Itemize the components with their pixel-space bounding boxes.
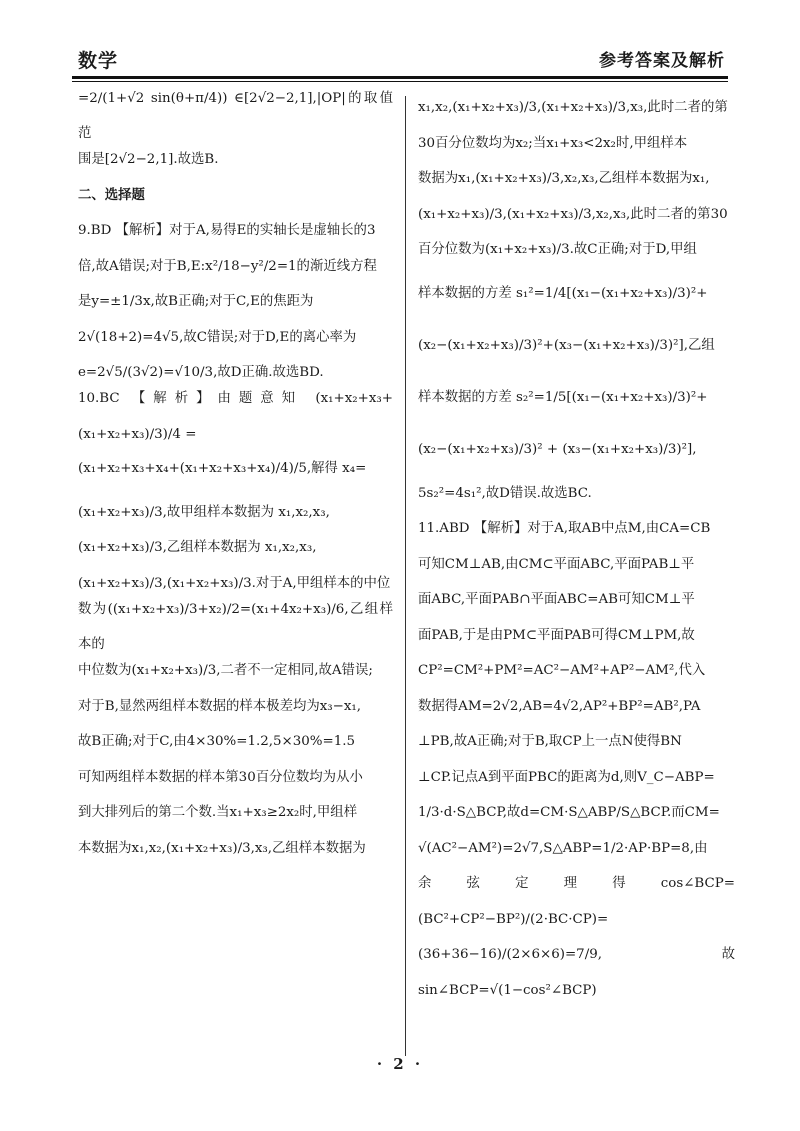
q10-line: (x₁+x₂+x₃)/3,(x₁+x₂+x₃)/3.对于A,甲组样本的中位	[78, 575, 391, 591]
q10-line: (x₁+x₂+x₃)/3,故甲组样本数据为 x₁,x₂,x₃,	[78, 504, 330, 520]
q10-line: 数据为x₁,(x₁+x₂+x₃)/3,x₂,x₃,乙组样本数据为x₁,	[418, 171, 710, 186]
section-title: 参考答案及解析	[599, 51, 725, 71]
q9-line: 倍,故A错误;对于B,E:x²/18−y²/2=1的渐近线方程	[78, 258, 377, 274]
q10-line: 故B正确;对于C,由4×30%=1.2,5×30%=1.5	[78, 734, 356, 749]
q11-line: ⊥PB,故A正确;对于B,取CP上一点N使得BN	[418, 734, 682, 749]
q11-line: 可知CM⊥AB,由CM⊂平面ABC,平面PAB⊥平	[418, 556, 695, 572]
q9-line: 9.BD 【解析】对于A,易得E的实轴长是虚轴长的3	[78, 223, 376, 238]
q10-line: 到大排列后的第二个数.当x₁+x₃≥2x₂时,甲组样	[78, 805, 358, 820]
q10-line: 本数据为x₁,x₂,(x₁+x₂+x₃)/3,x₃,乙组样本数据为	[78, 840, 366, 856]
q10-line: 数为((x₁+x₂+x₃)/3+x₂)/2=(x₁+4x₂+x₃)/6,乙组样本的	[78, 601, 393, 652]
q11-line: ⊥CP.记点A到平面PBC的距离为d,则V_C−ABP=	[418, 769, 715, 785]
header-rule-thick	[72, 76, 728, 79]
text-line: =2/(1+√2 sin(θ+π/4)) ∈[2√2−2,1],|OP|的取值范	[78, 90, 393, 141]
q10-line: 样本数据的方差 s₂²=1/5[(x₁−(x₁+x₂+x₃)/3)²+	[418, 389, 708, 405]
q11-line: 面PAB,于是由PM⊂平面PAB可得CM⊥PM,故	[418, 627, 695, 643]
q10-line: 中位数为(x₁+x₂+x₃)/3,二者不一定相同,故A错误;	[78, 663, 373, 678]
q11-line: CP²=CM²+PM²=AC²−AM²+AP²−AM²,代入	[418, 663, 706, 678]
q9-line: 是y=±1/3x,故B正确;对于C,E的焦距为	[78, 294, 314, 309]
q10-line: 10.BC 【解析】由题意知 (x₁+x₂+x₃+(x₁+x₂+x₃)/3)/4 =	[78, 391, 393, 442]
q10-line: 百分位数为(x₁+x₂+x₃)/3.故C正确;对于D,甲组	[418, 242, 697, 257]
q11-line: 11.ABD 【解析】对于A,取AB中点M,由CA=CB	[418, 521, 711, 536]
text-line: 围是[2√2−2,1].故选B.	[78, 152, 219, 167]
q11-line: (36+36−16)/(2×6×6)=7/9,故sin∠BCP=√(1−cos²∠BCP)	[418, 947, 735, 998]
right-column	[418, 90, 735, 1008]
page-number: · 2 ·	[376, 1055, 424, 1073]
q10-line: 可知两组样本数据的样本第30百分位数均为从小	[78, 769, 363, 785]
left-column	[78, 90, 393, 866]
q10-line: (x₁+x₂+x₃+x₄+(x₁+x₂+x₃+x₄)/4)/5,解得 x₄=	[78, 460, 367, 476]
section-heading: 二、选择题	[78, 187, 145, 203]
q9-line: e=2√5/(3√2)=√10/3,故D正确.故选BD.	[78, 365, 324, 380]
q10-line: 30百分位数均为x₂;当x₁+x₃<2x₂时,甲组样本	[418, 135, 688, 151]
q10-line: (x₂−(x₁+x₂+x₃)/3)² + (x₃−(x₁+x₂+x₃)/3)²],	[418, 441, 697, 457]
q11-line: 数据得AM=2√2,AB=4√2,AP²+BP²=AB²,PA	[418, 698, 701, 714]
q10-line: 样本数据的方差 s₁²=1/4[(x₁−(x₁+x₂+x₃)/3)²+	[418, 285, 708, 301]
subject-title: 数学	[78, 50, 119, 72]
q11-line: 面ABC,平面PAB∩平面ABC=AB可知CM⊥平	[418, 592, 695, 607]
q10-line: (x₁+x₂+x₃)/3,(x₁+x₂+x₃)/3,x₂,x₃,此时二者的第30	[418, 206, 728, 222]
q10-line: x₁,x₂,(x₁+x₂+x₃)/3,(x₁+x₂+x₃)/3,x₃,此时二者的第	[418, 100, 728, 115]
q10-line: 对于B,显然两组样本数据的样本极差均为x₃−x₁,	[78, 698, 362, 714]
q10-line: 5s₂²=4s₁²,故D错误.故选BC.	[418, 485, 592, 501]
q11-line: 余弦定理得cos∠BCP=(BC²+CP²−BP²)/(2·BC·CP)=	[418, 876, 735, 927]
page-header	[78, 40, 725, 76]
q10-line: (x₂−(x₁+x₂+x₃)/3)²+(x₃−(x₁+x₂+x₃)/3)²],乙组	[418, 337, 715, 353]
q11-line: √(AC²−AM²)=2√7,S△ABP=1/2·AP·BP=8,由	[418, 840, 708, 856]
q11-line: 1/3·d·S△BCP,故d=CM·S△ABP/S△BCP.而CM=	[418, 805, 720, 820]
column-divider	[405, 96, 406, 1056]
q10-line: (x₁+x₂+x₃)/3,乙组样本数据为 x₁,x₂,x₃,	[78, 540, 317, 555]
q9-line: 2√(18+2)=4√5,故C错误;对于D,E的离心率为	[78, 329, 357, 345]
